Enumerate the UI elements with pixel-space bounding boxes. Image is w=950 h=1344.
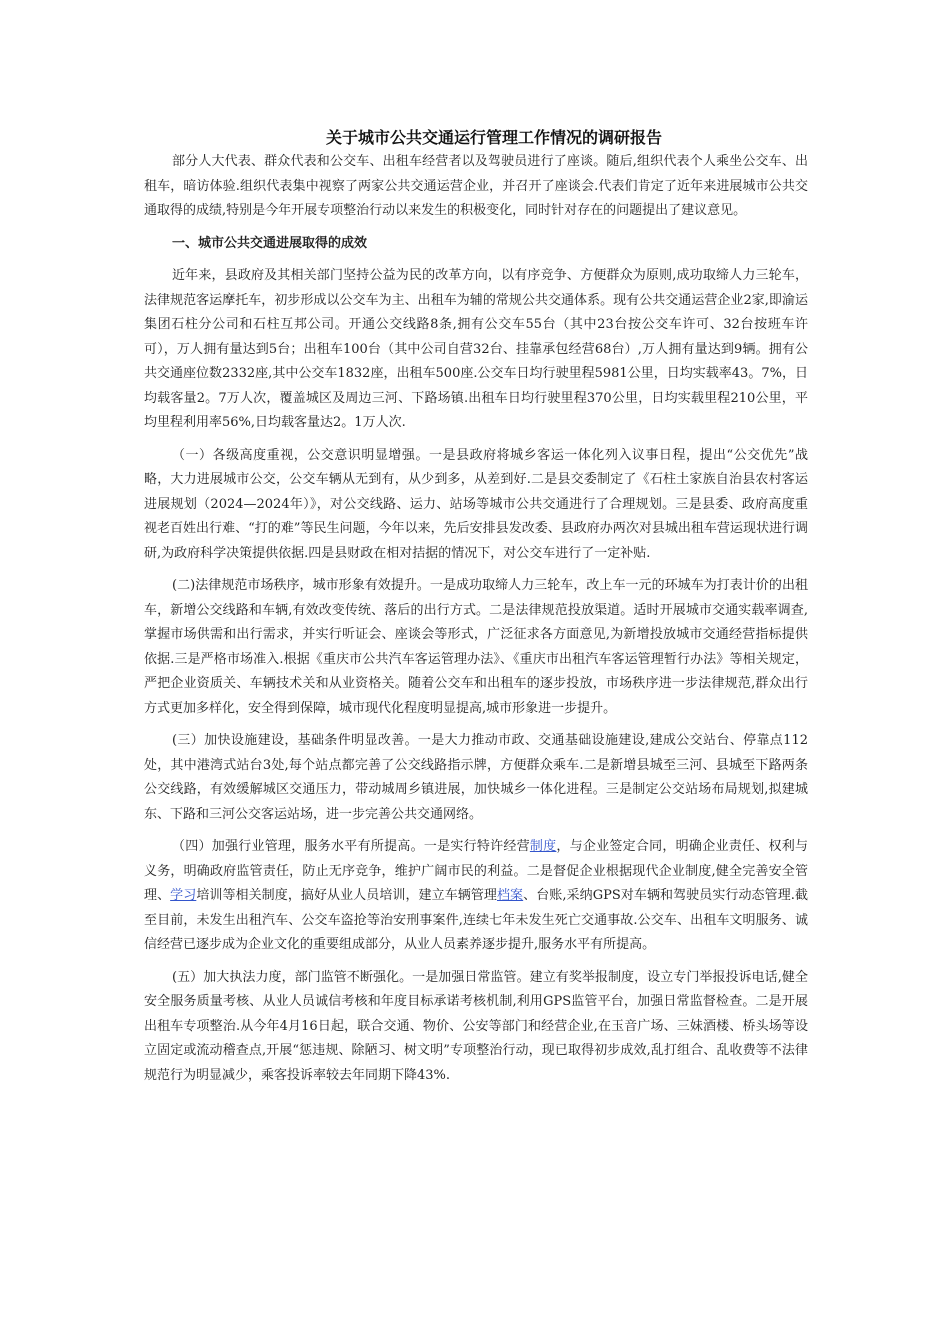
item-4-paragraph <box>144 835 808 958</box>
document-body <box>144 126 808 1096</box>
link-dangan[interactable]: 档案 <box>496 888 524 903</box>
overview-paragraph: 近年来，县政府及其相关部门坚持公益为民的改革方向，以有序竞争、方便群众为原则,成功取缔人力三轮车，法律规范客运摩托车，初步形成以公交车为主、出租车为辅的常规公共交通体系。现有公共交通运营企业2家,即渝运集团石柱分公司和石柱互邦公司。开通公交线路8条,拥有公交车55台（其中23台按公交车许可、32台按班车许可），万人拥有量达到5台；出租车100台（其中公司自营32台、挂靠承包经营68台）,万人拥有量达到9辆。拥有公共交通座位数2332座,其中公交车1832座，出租车500座.公交车日均行驶里程5981公里，日均实载率43。7%，日均载客量2。7万人次，覆盖城区及周边三河、下路场镇.出租车日均行驶里程370公里，日均实载里程210公里，平均里程利用率56%,日均载客量达2。1万人次. <box>144 268 808 430</box>
intro-paragraph: 部分人大代表、群众代表和公交车、出租车经营者以及驾驶员进行了座谈。随后,组织代表个人乘坐公交车、出租车，暗访体验.组织代表集中视察了两家公共交通运营企业，并召开了座谈会.代表们肯定了近年来进展城市公共交通取得的成绩,特别是今年开展专项整治行动以来发生的积极变化，同时针对存在的问题提出了建议意见。 <box>144 154 808 218</box>
item-4-text-1: （四）加强行业管理，服务水平有所提高。一是实行特许经营 <box>172 839 530 854</box>
link-xuexi[interactable]: 学习 <box>170 888 197 903</box>
section-heading: 一、城市公共交通进展取得的成效 <box>172 235 368 251</box>
document-title: 关于城市公共交通运行管理工作情况的调研报告 <box>325 128 662 147</box>
item-4-text-2: ，与企业签定合同，明确企业责任、权利与义务，明确政府监管责任，防止无序竞争，维护广阔市民的利益。二是督促企业根据现代企业制度,健全完善安全管理、 <box>144 839 808 903</box>
item-4-text-3: 培训等相关制度，搞好从业人员培训，建立车辆管理 <box>196 888 497 903</box>
link-zhidu[interactable]: 制度 <box>529 839 557 854</box>
item-3-paragraph: (三）加快设施建设，基础条件明显改善。一是大力推动市政、交通基础设施建设,建成公交站台、停靠点112处，其中港湾式站台3处,每个站点都完善了公交线路指示牌，方便群众乘车.二是新增县城至三河、县城至下路两条公交线路，有效缓解城区交通压力，带动城周乡镇进展，加快城乡一体化进程。三是制定公交站场布局规划,拟建城东、下路和三河公交客运站场，进一步完善公共交通网络。 <box>144 733 808 822</box>
item-2-paragraph: (二)法律规范市场秩序，城市形象有效提升。一是成功取缔人力三轮车，改上车一元的环城车为打表计价的出租车，新增公交线路和车辆,有效改变传统、落后的出行方式。二是法律规范投放渠道。适时开展城市交通实载率调查,掌握市场供需和出行需求，并实行听证会、座谈会等形式，广泛征求各方面意见,为新增投放城市交通经营指标提供依据.三是严格市场准入.根据《重庆市公共汽车客运管理办法》、《重庆市出租汽车客运管理暂行办法》等相关规定，严把企业资质关、车辆技术关和从业资格关。随着公交车和出租车的逐步投放，市场秩序进一步法律规范,群众出行方式更加多样化，安全得到保障，城市现代化程度明显提高,城市形象进一步提升。 <box>144 578 808 716</box>
item-4-text-4: 、台账,采纳GPS对车辆和驾驶员实行动态管理.截至目前，未发生出租汽车、公交车盗抢等治安刑事案件,连续七年未发生死亡交通事故.公交车、出租车文明服务、诚信经营已逐步成为企业文化的重要组成部分，从业人员素养逐步提升,服务水平有所提高。 <box>144 888 808 952</box>
item-1-paragraph: （一）各级高度重视，公交意识明显增强。一是县政府将城乡客运一体化列入议事日程，提出“公交优先”战略，大力进展城市公交，公交车辆从无到有，从少到多，从差到好.二是县交委制定了《石柱土家族自治县农村客运进展规划（2024—2024年）》，对公交线路、运力、站场等城市公共交通进行了合理规划。三是县委、政府高度重视老百姓出行难、“打的难”等民生问题，今年以来，先后安排县发改委、县政府办两次对县城出租车营运现状进行调研,为政府科学决策提供依据.四是县财政在相对拮据的情况下，对公交车进行了一定补贴. <box>144 447 808 561</box>
item-5-paragraph: (五）加大执法力度，部门监管不断强化。一是加强日常监管。建立有奖举报制度，设立专门举报投诉电话,健全安全服务质量考核、从业人员诚信考核和年度目标承诺考核机制,利用GPS监管平台，加强日常监督检查。二是开展出租车专项整治.从今年4月16日起，联合交通、物价、公安等部门和经营企业,在玉音广场、三妹酒楼、桥头场等设立固定或流动稽查点,开展“惩违规、除陋习、树文明”专项整治行动，现已取得初步成效,乱打组合、乱收费等不法律规范行为明显减少，乘客投诉率较去年同期下降43%. <box>144 969 808 1083</box>
